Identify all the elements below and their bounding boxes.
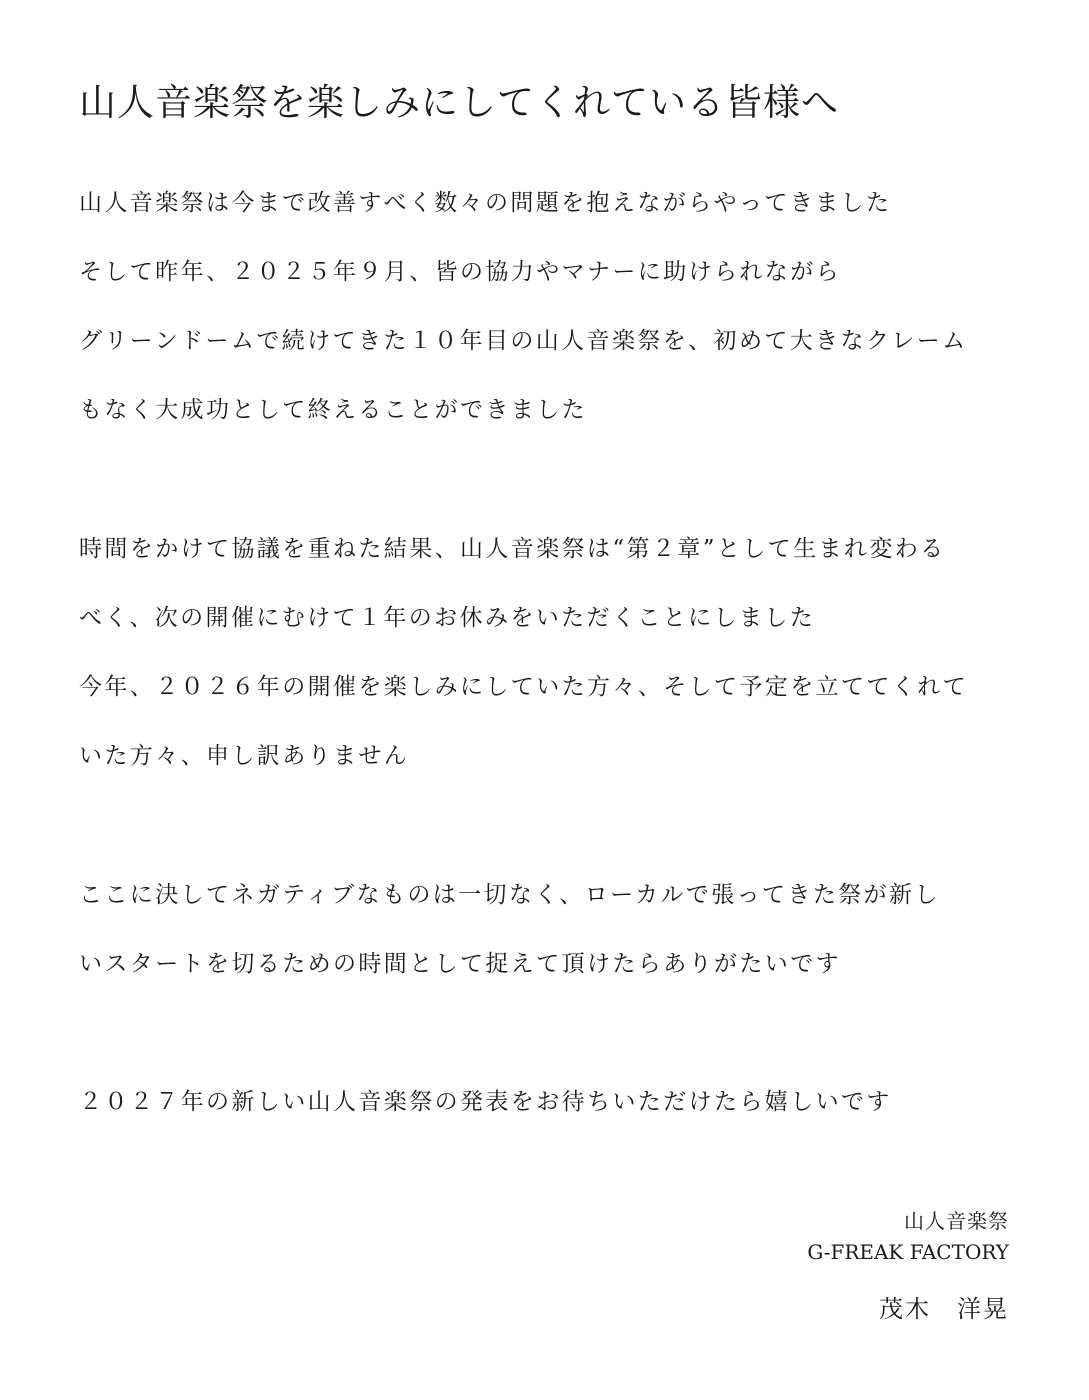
signature-band: G-FREAK FACTORY [807,1240,1009,1264]
paragraph-2-line-4: いた方々、申し訳ありません [79,743,410,769]
signature-name: 茂木 洋晃 [879,1295,1009,1323]
page-title: 山人音楽祭を楽しみにしてくれている皆様へ [79,81,839,124]
paragraph-1-line-2: そして昨年、２０２５年９月、皆の協力やマナーに助けられながら [79,259,841,285]
paragraph-1-line-1: 山人音楽祭は今まで改善すべく数々の問題を抱えながらやってきました [79,190,892,216]
paragraph-1-line-4: もなく大成功として終えることができました [79,397,587,423]
paragraph-2-line-2: べく、次の開催にむけて１年のお休みをいただくことにしました [79,605,816,631]
signature-organization: 山人音楽祭 [904,1209,1009,1233]
paragraph-2-line-1: 時間をかけて協議を重ねた結果、山人音楽祭は“第２章”として生まれ変わる [79,536,946,562]
paragraph-2-line-3: 今年、２０２６年の開催を楽しみにしていた方々、そして予定を立ててくれて [79,674,968,700]
paragraph-3-line-1: ここに決してネガティブなものは一切なく、ローカルで張ってきた祭が新し [79,882,940,908]
paragraph-1-line-3: グリーンドームで続けてきた１０年目の山人音楽祭を、初めて大きなクレーム [79,328,968,354]
paragraph-4-line-1: ２０２７年の新しい山人音楽祭の発表をお待ちいただけたら嬉しいです [79,1089,892,1115]
paragraph-3-line-2: いスタートを切るための時間として捉えて頂けたらありがたいです [79,951,841,977]
